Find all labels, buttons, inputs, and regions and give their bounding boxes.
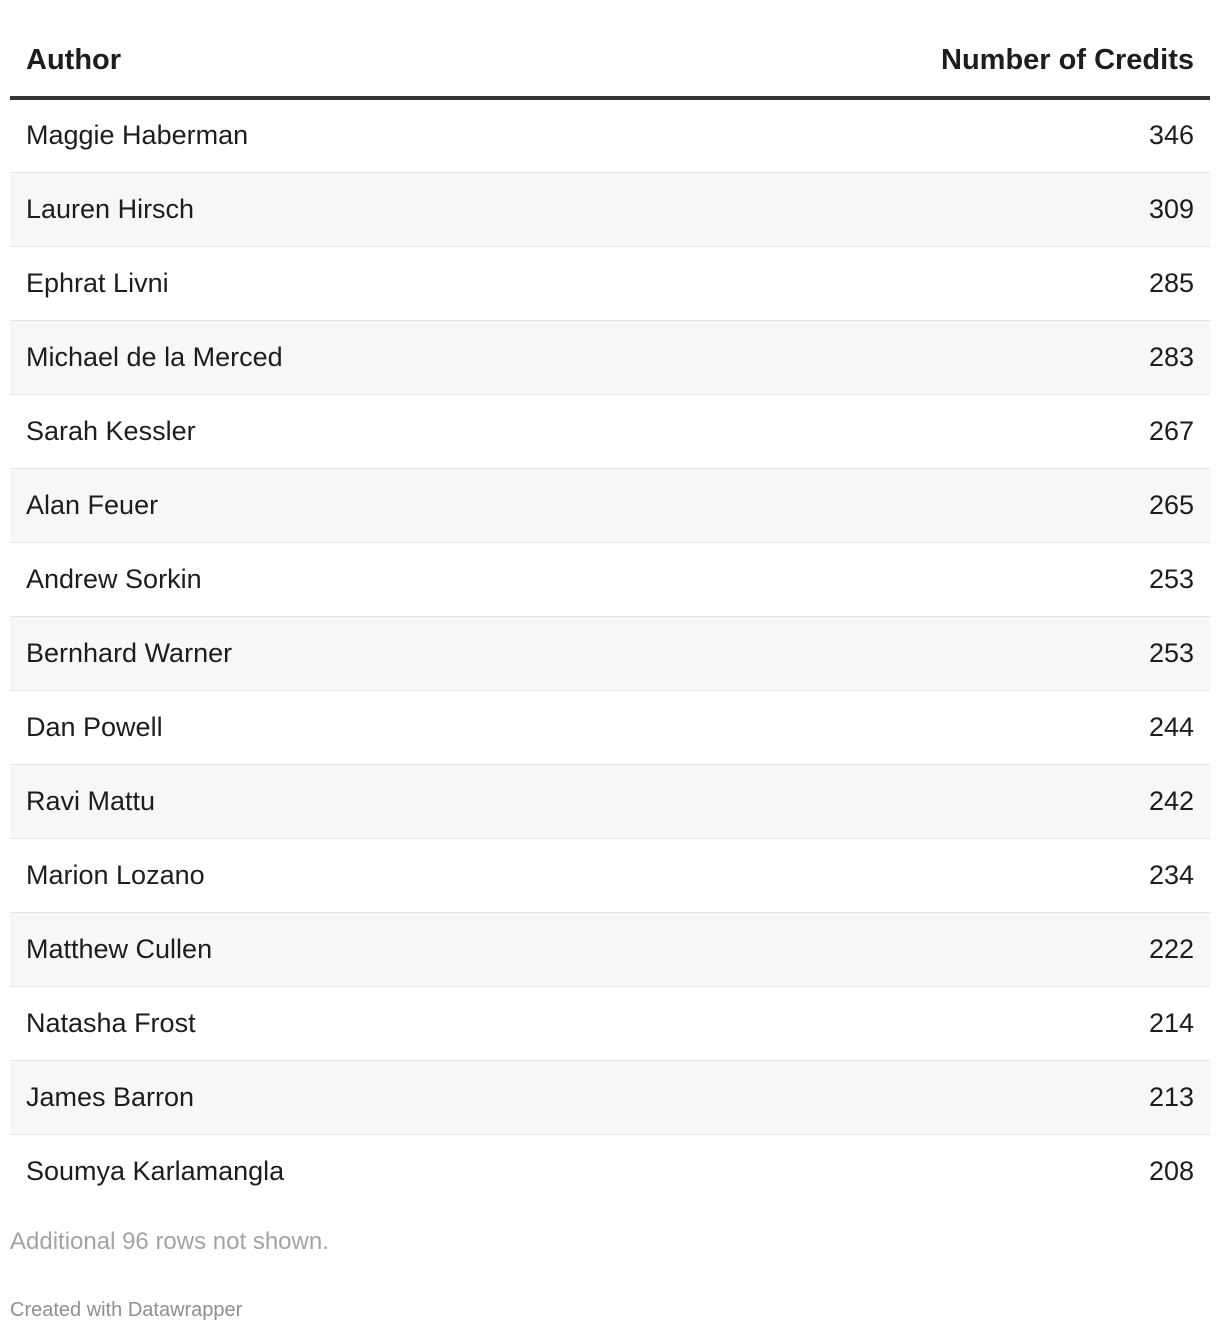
- table-row: [10, 98, 1210, 172]
- table-header: [10, 24, 1210, 98]
- cell-credits: 214: [610, 986, 1210, 1060]
- table-body: [10, 98, 1210, 1208]
- table-row: [10, 986, 1210, 1060]
- cell-credits: 267: [610, 394, 1210, 468]
- cell-author: Maggie Haberman: [10, 98, 610, 172]
- table-row: [10, 764, 1210, 838]
- cell-author: Ephrat Livni: [10, 246, 610, 320]
- data-table: [10, 24, 1210, 1208]
- header-row: [10, 24, 1210, 98]
- cell-author: Lauren Hirsch: [10, 172, 610, 246]
- cell-credits: 253: [610, 616, 1210, 690]
- cell-credits: 244: [610, 690, 1210, 764]
- cell-credits: 222: [610, 912, 1210, 986]
- cell-credits: 309: [610, 172, 1210, 246]
- table-row: [10, 1134, 1210, 1208]
- cell-author: Marion Lozano: [10, 838, 610, 912]
- table-row: [10, 690, 1210, 764]
- cell-credits: 242: [610, 764, 1210, 838]
- cell-author: Bernhard Warner: [10, 616, 610, 690]
- cell-credits: 253: [610, 542, 1210, 616]
- cell-author: Sarah Kessler: [10, 394, 610, 468]
- table-row: [10, 1060, 1210, 1134]
- cell-author: Alan Feuer: [10, 468, 610, 542]
- table-row: [10, 468, 1210, 542]
- cell-author: Natasha Frost: [10, 986, 610, 1060]
- cell-author: Ravi Mattu: [10, 764, 610, 838]
- cell-author: Andrew Sorkin: [10, 542, 610, 616]
- cell-credits: 346: [610, 98, 1210, 172]
- table-row: [10, 246, 1210, 320]
- cell-credits: 234: [610, 838, 1210, 912]
- data-table-container: [10, 24, 1210, 1208]
- cell-credits: 208: [1148, 1155, 1194, 1186]
- table-row: [10, 912, 1210, 986]
- cell-credits: 265: [610, 468, 1210, 542]
- cell-author: Soumya Karlamangla: [26, 1155, 285, 1186]
- byline: Created with Datawrapper: [10, 1299, 243, 1321]
- cell-author: James Barron: [10, 1060, 610, 1134]
- column-header-author[interactable]: Author: [10, 24, 610, 98]
- table-row: [10, 616, 1210, 690]
- table-row: [10, 172, 1210, 246]
- table-row: [10, 320, 1210, 394]
- table-row: [10, 394, 1210, 468]
- cell-credits: 213: [610, 1060, 1210, 1134]
- table-row: [10, 542, 1210, 616]
- cell-credits: 285: [610, 246, 1210, 320]
- cell-author: Dan Powell: [10, 690, 610, 764]
- table-row: [10, 838, 1210, 912]
- column-header-credits[interactable]: Number of Credits: [610, 24, 1210, 98]
- cell-author: Michael de la Merced: [10, 320, 610, 394]
- table-note: Additional 96 rows not shown.: [10, 1228, 329, 1255]
- cell-credits: 283: [610, 320, 1210, 394]
- cell-author: Matthew Cullen: [10, 912, 610, 986]
